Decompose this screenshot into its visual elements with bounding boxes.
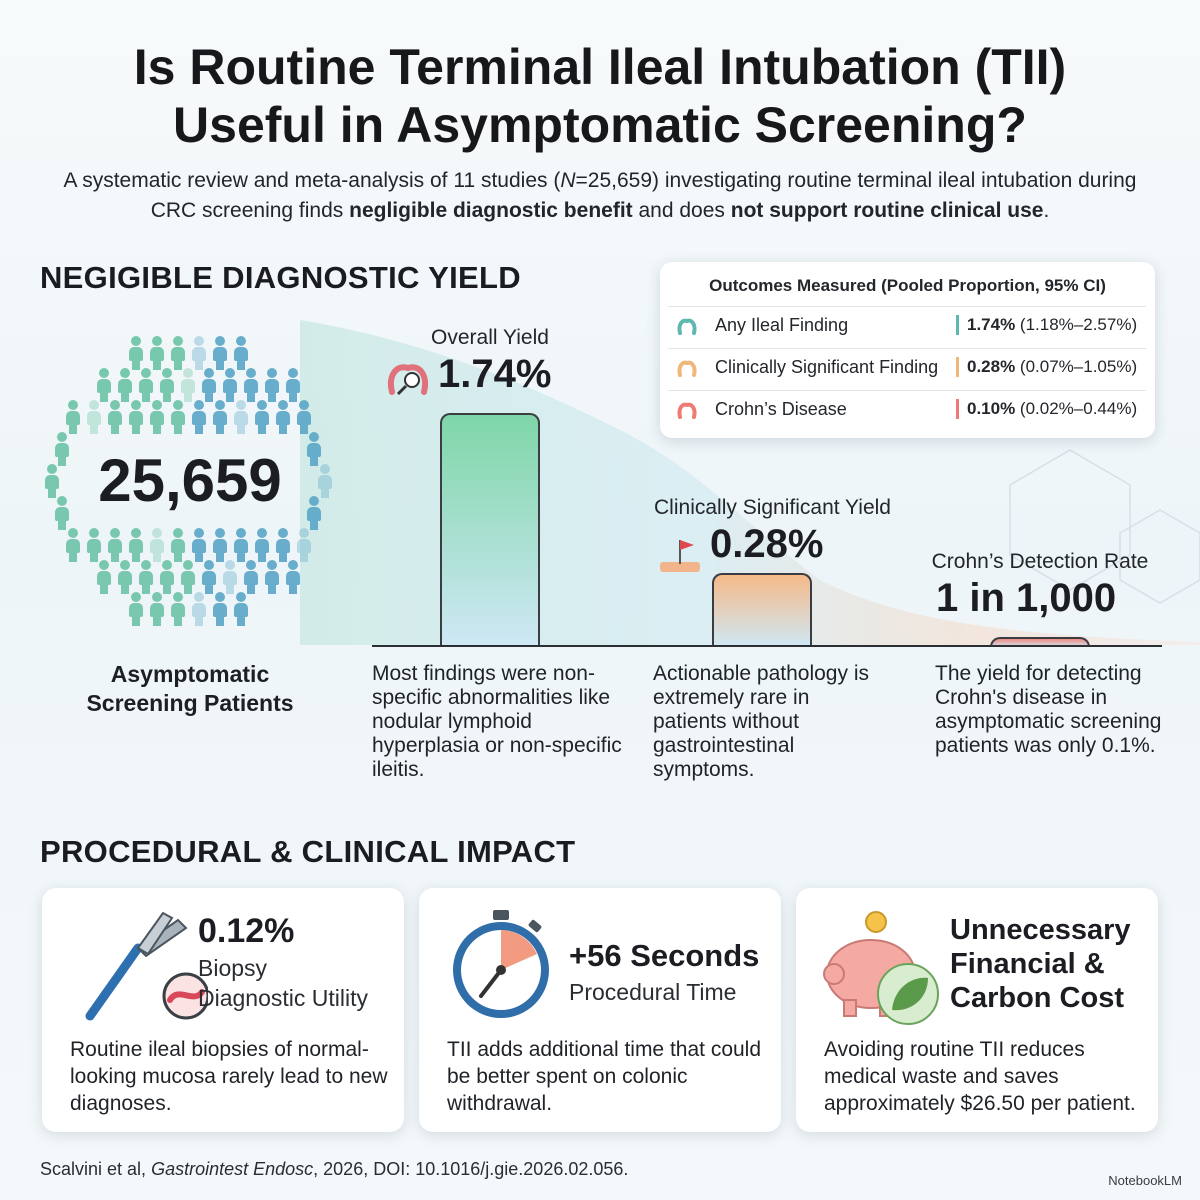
person-icon <box>317 464 333 498</box>
section-heading-yield: NEGIGIBLE DIAGNOSTIC YIELD <box>40 260 521 295</box>
bar-label: Clinically Significant Yield <box>654 496 891 519</box>
person-icon <box>254 528 270 562</box>
person-icon <box>201 560 217 594</box>
outcome-label: Crohn’s Disease <box>715 399 847 419</box>
outcome-value: 0.10% (0.02%–0.44%) <box>956 399 1137 419</box>
brand-mark: NotebookLM <box>1108 1173 1182 1188</box>
bar-description: Actionable pathology is extremely rare in patients without gastrointestinal symptoms. <box>653 662 869 781</box>
person-icon <box>212 592 228 626</box>
person-icon <box>96 368 112 402</box>
flag-tissue-icon <box>658 536 702 576</box>
intestine-magnifier-icon <box>386 358 430 398</box>
person-icon <box>222 368 238 402</box>
person-icon <box>285 560 301 594</box>
subtitle: A systematic review and meta-analysis of 11 studies (N=25,659) investigating routine terminal ileal intubation during CRC screening finds negligible diagnostic benefit and does not support routine clinical use. <box>63 169 1137 222</box>
person-icon <box>128 528 144 562</box>
card-biopsy <box>42 888 404 1132</box>
bar-value: 1 in 1,000 <box>936 576 1117 620</box>
person-icon <box>191 528 207 562</box>
cost-line1: Unnecessary <box>950 914 1131 946</box>
intestine-icon <box>676 399 698 421</box>
person-icon <box>180 368 196 402</box>
person-icon <box>96 560 112 594</box>
person-icon <box>191 400 207 434</box>
bar-2 <box>712 573 812 647</box>
person-icon <box>212 528 228 562</box>
person-icon <box>191 336 207 370</box>
person-icon <box>54 432 70 466</box>
biopsy-forceps-icon <box>68 908 208 1028</box>
outcome-value: 0.28% (0.07%–1.05%) <box>956 357 1137 377</box>
person-icon <box>149 592 165 626</box>
bar-label: Crohn’s Detection Rate <box>931 550 1149 573</box>
outcome-row <box>668 306 1146 343</box>
cost-line3: Carbon Cost <box>950 982 1124 1014</box>
person-icon <box>65 400 81 434</box>
outcome-value: 1.74% (1.18%–2.57%) <box>956 315 1137 335</box>
bar-1 <box>440 413 540 647</box>
person-icon <box>264 560 280 594</box>
biopsy-body: Routine ileal biopsies of normal-looking mucosa rarely lead to new diagnoses. <box>70 1038 388 1115</box>
intestine-icon <box>676 357 698 379</box>
person-icon <box>170 400 186 434</box>
person-icon <box>170 336 186 370</box>
outcome-row <box>668 390 1146 427</box>
person-icon <box>128 400 144 434</box>
person-icon <box>243 560 259 594</box>
person-icon <box>138 368 154 402</box>
biopsy-sub2: Diagnostic Utility <box>198 985 368 1011</box>
bar-label: Overall Yield <box>431 326 549 349</box>
person-icon <box>86 528 102 562</box>
person-icon <box>149 400 165 434</box>
person-icon <box>296 400 312 434</box>
citation: Scalvini et al, Gastrointest Endosc, 2026, DOI: 10.1016/j.gie.2026.02.056. <box>40 1159 629 1179</box>
bar-description: Most findings were non-specific abnormalities like nodular lymphoid hyperplasia or non-specific ileitis. <box>372 662 622 781</box>
person-icon <box>233 528 249 562</box>
person-icon <box>117 368 133 402</box>
person-icon <box>159 560 175 594</box>
person-icon <box>44 464 60 498</box>
person-icon <box>296 528 312 562</box>
time-value: +56 Seconds <box>569 938 760 973</box>
chart-baseline <box>372 645 1162 647</box>
person-icon <box>128 336 144 370</box>
person-icon <box>65 528 81 562</box>
outcomes-header: Outcomes Measured (Pooled Proportion, 95% CI) <box>709 276 1106 295</box>
section-heading-impact: PROCEDURAL & CLINICAL IMPACT <box>40 834 576 869</box>
bar-value: 1.74% <box>438 352 552 396</box>
person-icon <box>275 528 291 562</box>
stopwatch-icon <box>441 906 561 1026</box>
person-icon <box>86 400 102 434</box>
person-icon <box>233 400 249 434</box>
outcome-label: Any Ileal Finding <box>715 315 849 335</box>
hexagon-decoration <box>980 430 1200 660</box>
time-sub: Procedural Time <box>569 979 737 1005</box>
outcome-row <box>668 348 1146 385</box>
person-icon <box>170 528 186 562</box>
patient-label: Asymptomatic Screening Patients <box>86 661 294 716</box>
person-icon <box>201 368 217 402</box>
person-icon <box>180 560 196 594</box>
time-body: TII adds additional time that could be better spent on colonic withdrawal. <box>447 1038 762 1115</box>
person-icon <box>170 592 186 626</box>
patient-count: 25,659 <box>98 447 282 514</box>
person-icon <box>128 592 144 626</box>
biopsy-sub1: Biopsy <box>198 955 268 981</box>
person-icon <box>138 560 154 594</box>
bar-value: 0.28% <box>710 522 824 566</box>
intestine-icon <box>676 315 698 337</box>
outcomes-panel <box>660 262 1155 438</box>
card-time <box>419 888 781 1132</box>
person-icon <box>149 336 165 370</box>
cost-body: Avoiding routine TII reduces medical waste and saves approximately $26.50 per patient. <box>824 1038 1136 1115</box>
person-icon <box>159 368 175 402</box>
person-icon <box>254 400 270 434</box>
person-icon <box>243 368 259 402</box>
person-icon <box>191 592 207 626</box>
person-icon <box>222 560 238 594</box>
person-icon <box>233 336 249 370</box>
outcome-label: Clinically Significant Finding <box>715 357 939 377</box>
person-icon <box>107 528 123 562</box>
person-icon <box>264 368 280 402</box>
person-icon <box>149 528 165 562</box>
person-icon <box>107 400 123 434</box>
cost-line2: Financial & <box>950 948 1105 980</box>
page-title: Is Routine Terminal Ileal Intubation (TII) Useful in Asymptomatic Screening? <box>133 39 1067 153</box>
card-cost <box>796 888 1158 1132</box>
person-icon <box>54 496 70 530</box>
person-icon <box>117 560 133 594</box>
biopsy-value: 0.12% <box>198 912 295 950</box>
bar-description: The yield for detecting Crohn's disease in asymptomatic screening patients was only 0.1%. <box>935 662 1162 757</box>
person-icon <box>212 400 228 434</box>
person-icon <box>275 400 291 434</box>
person-icon <box>285 368 301 402</box>
person-icon <box>212 336 228 370</box>
piggy-bank-leaf-icon <box>816 910 946 1030</box>
person-icon <box>233 592 249 626</box>
